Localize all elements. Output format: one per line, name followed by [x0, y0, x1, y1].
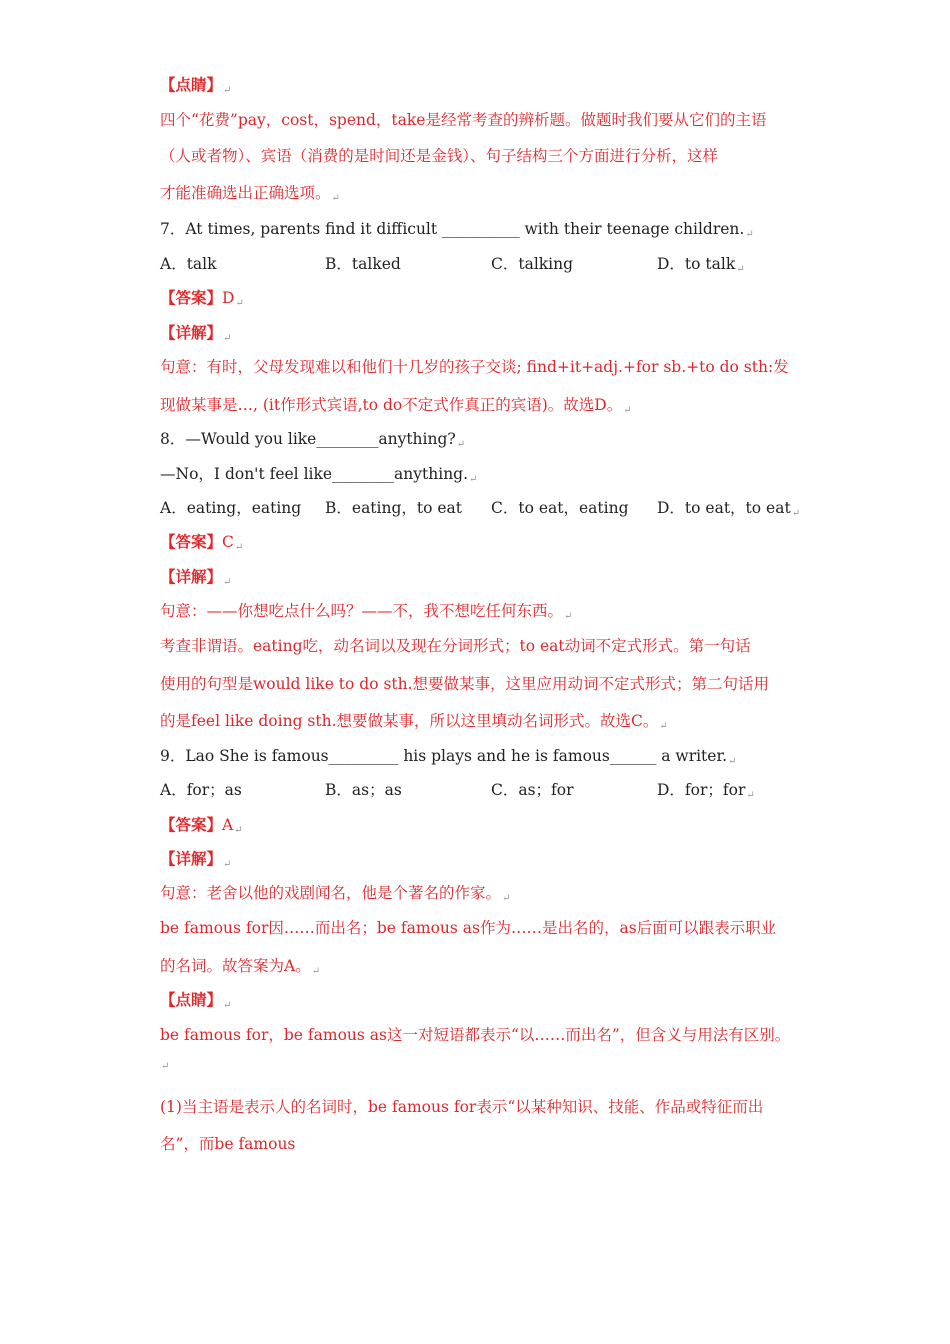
dianjing-heading: 【点睛】↵ [160, 991, 232, 1011]
detail-8-text-line: 使用的句型是would like to do sth.想要做某事，这里应用动词不定式形式；第二句话用 [160, 675, 770, 693]
detail-9-text-line: be famous for因……而出名；be famous as作为……是出名的，as后面可以跟表示职业 [160, 919, 777, 937]
dianjing-text-line: (1)当主语是表示人的名词时，be famous for表示“以某种知识、技能、作品或特征而出 [160, 1098, 764, 1116]
detail-7-text-line: 句意：有时，父母发现难以和他们十几岁的孩子交谈; find+it+adj.+for sb.+to do sth:发 [160, 358, 789, 376]
question-8-options [0, 497, 950, 519]
option-d: D．for；for↵ [657, 781, 755, 801]
question-9-options [0, 779, 950, 801]
option-b: B．eating，to eat [325, 499, 463, 517]
question-7: 7．At times, parents find it difficult __________ with their teenage children.↵ [160, 220, 754, 240]
option-a: A．talk [160, 255, 217, 273]
answer-7: 【答案】D↵ [160, 289, 244, 309]
answer-8: 【答案】C↵ [160, 533, 244, 553]
dianjing-heading: 【点睛】↵ [160, 76, 232, 96]
detail-9-text-line: 的名词。故答案为A。↵ [160, 957, 321, 977]
option-c: C．talking [491, 255, 574, 273]
answer-9: 【答案】A↵ [160, 816, 243, 836]
detail-7-text-line: 现做某事是…, (it作形式宾语,to do不定式作真正的宾语)。故选D。↵ [160, 396, 632, 416]
dianjing-text-line: be famous for，be famous as这一对短语都表示“以……而出名”，但含义与用法有区别。 [160, 1026, 791, 1044]
detail-8-text-line: 的是feel like doing sth.想要做某事，所以这里填动名词形式。故选C。↵ [160, 712, 668, 732]
option-a: A．eating，eating [160, 499, 302, 517]
paragraph-mark: ↵ [161, 1061, 170, 1072]
question-7-options [0, 253, 950, 275]
option-c: C．to eat，eating [491, 499, 629, 517]
detail-8-text-line: 句意：——你想吃点什么吗？——不，我不想吃任何东西。↵ [160, 602, 573, 622]
detail-9-heading: 【详解】↵ [160, 850, 232, 870]
dianjing-text-line: 才能准确选出正确选项。↵ [160, 184, 340, 204]
option-b: B．as；as [325, 781, 402, 799]
detail-8-text-line: 考查非谓语。eating吃，动名词以及现在分词形式；to eat动词不定式形式。第一句话 [160, 637, 751, 655]
option-c: C．as；for [491, 781, 574, 799]
dianjing-text-line: （人或者物）、宾语（消费的是时间还是金钱）、句子结构三个方面进行分析，这样 [160, 147, 719, 165]
dianjing-text-line: 四个“花费”pay，cost，spend，take是经常考查的辨析题。做题时我们要从它们的主语 [160, 111, 767, 129]
dianjing-text-line: 名”，而be famous [160, 1135, 296, 1153]
detail-9-text-line: 句意：老舍以他的戏剧闻名，他是个著名的作家。↵ [160, 884, 511, 904]
question-8-line: 8．—Would you like________anything?↵ [160, 430, 466, 450]
option-d: D．to eat，to eat↵ [657, 499, 801, 519]
detail-7-heading: 【详解】↵ [160, 324, 232, 344]
question-8-line: —No，I don't feel like________anything.↵ [160, 465, 478, 485]
option-b: B．talked [325, 255, 401, 273]
detail-8-heading: 【详解】↵ [160, 568, 232, 588]
option-a: A．for；as [160, 781, 242, 799]
option-d: D．to talk↵ [657, 255, 745, 275]
question-9: 9．Lao She is famous_________ his plays and he is famous______ a writer.↵ [160, 747, 737, 767]
